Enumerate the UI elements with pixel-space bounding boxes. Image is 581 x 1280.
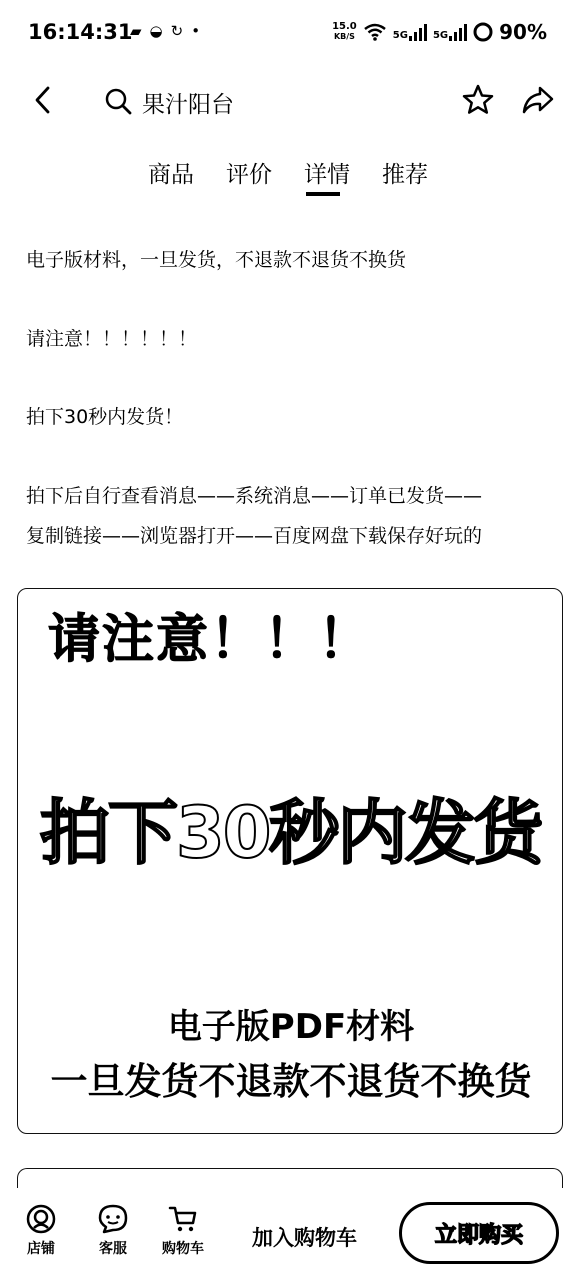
tab-recommend[interactable]: 推荐 [382, 162, 428, 188]
status-time: 16:14:31 [28, 20, 133, 44]
shop-icon [26, 1204, 56, 1234]
customer-service-button[interactable] [85, 1204, 141, 1258]
card-headline: 请注意！！！ [48, 610, 373, 670]
detail-tabs [0, 150, 581, 200]
detail-line-4b: 复制链接——浏览器打开——百度网盘下载保存好玩的 [26, 525, 483, 547]
status-bar [0, 0, 581, 66]
search-query[interactable]: 果汁阳台 [142, 92, 234, 118]
cart-label: 购物车 [162, 1241, 204, 1257]
detail-line-1: 电子版材料，一旦发货，不退款不退货不换货 [26, 249, 407, 271]
tab-goods[interactable]: 商品 [148, 162, 194, 188]
card-outline-text: 拍下30秒内发货 [40, 792, 542, 874]
shop-label: 店铺 [27, 1241, 55, 1257]
network-speed: 15.0 KB/S [332, 21, 357, 41]
tab-reviews[interactable]: 评价 [226, 162, 272, 188]
detail-line-4a: 拍下后自行查看消息——系统消息——订单已发货—— [26, 485, 483, 507]
wifi-icon [363, 23, 387, 41]
detail-line-2: 请注意！！！！！！ [26, 328, 198, 350]
search-icon[interactable] [104, 87, 132, 115]
customer-service-icon [98, 1204, 128, 1234]
buy-now-button[interactable]: 立即购买 [399, 1202, 559, 1264]
cart-button[interactable] [155, 1204, 211, 1258]
card-line-1: 电子版PDF材料 [167, 1007, 415, 1047]
tab-details[interactable]: 详情 [304, 162, 350, 188]
share-icon[interactable] [520, 82, 556, 118]
cart-icon [168, 1204, 198, 1234]
battery-level: 90% [499, 20, 547, 44]
dot-icon: • [191, 22, 201, 40]
status-notification-icons [130, 22, 200, 40]
status-right [332, 20, 547, 44]
signal-sim2-icon: 5G [433, 23, 467, 41]
favorite-star-icon[interactable] [460, 82, 496, 118]
detail-image-card [17, 588, 563, 1134]
add-to-cart-button[interactable]: 加入购物车 [252, 1226, 357, 1250]
card-line-2: 一旦发货不退款不退货不换货 [50, 1060, 532, 1103]
game-controller-icon: ◒ [149, 22, 163, 40]
signal-sim1-icon: 5G [393, 23, 427, 41]
active-tab-indicator [306, 192, 340, 196]
sync-icon: ↻ [170, 22, 184, 40]
back-icon[interactable] [26, 82, 62, 118]
detail-line-3: 拍下30秒内发货！ [26, 406, 184, 428]
customer-service-label: 客服 [99, 1241, 127, 1257]
nav-bar [0, 70, 581, 132]
shop-button[interactable] [13, 1204, 69, 1258]
notification-app-icon: ▰ [130, 22, 142, 40]
battery-icon [473, 22, 493, 42]
bottom-action-bar [0, 1188, 581, 1280]
